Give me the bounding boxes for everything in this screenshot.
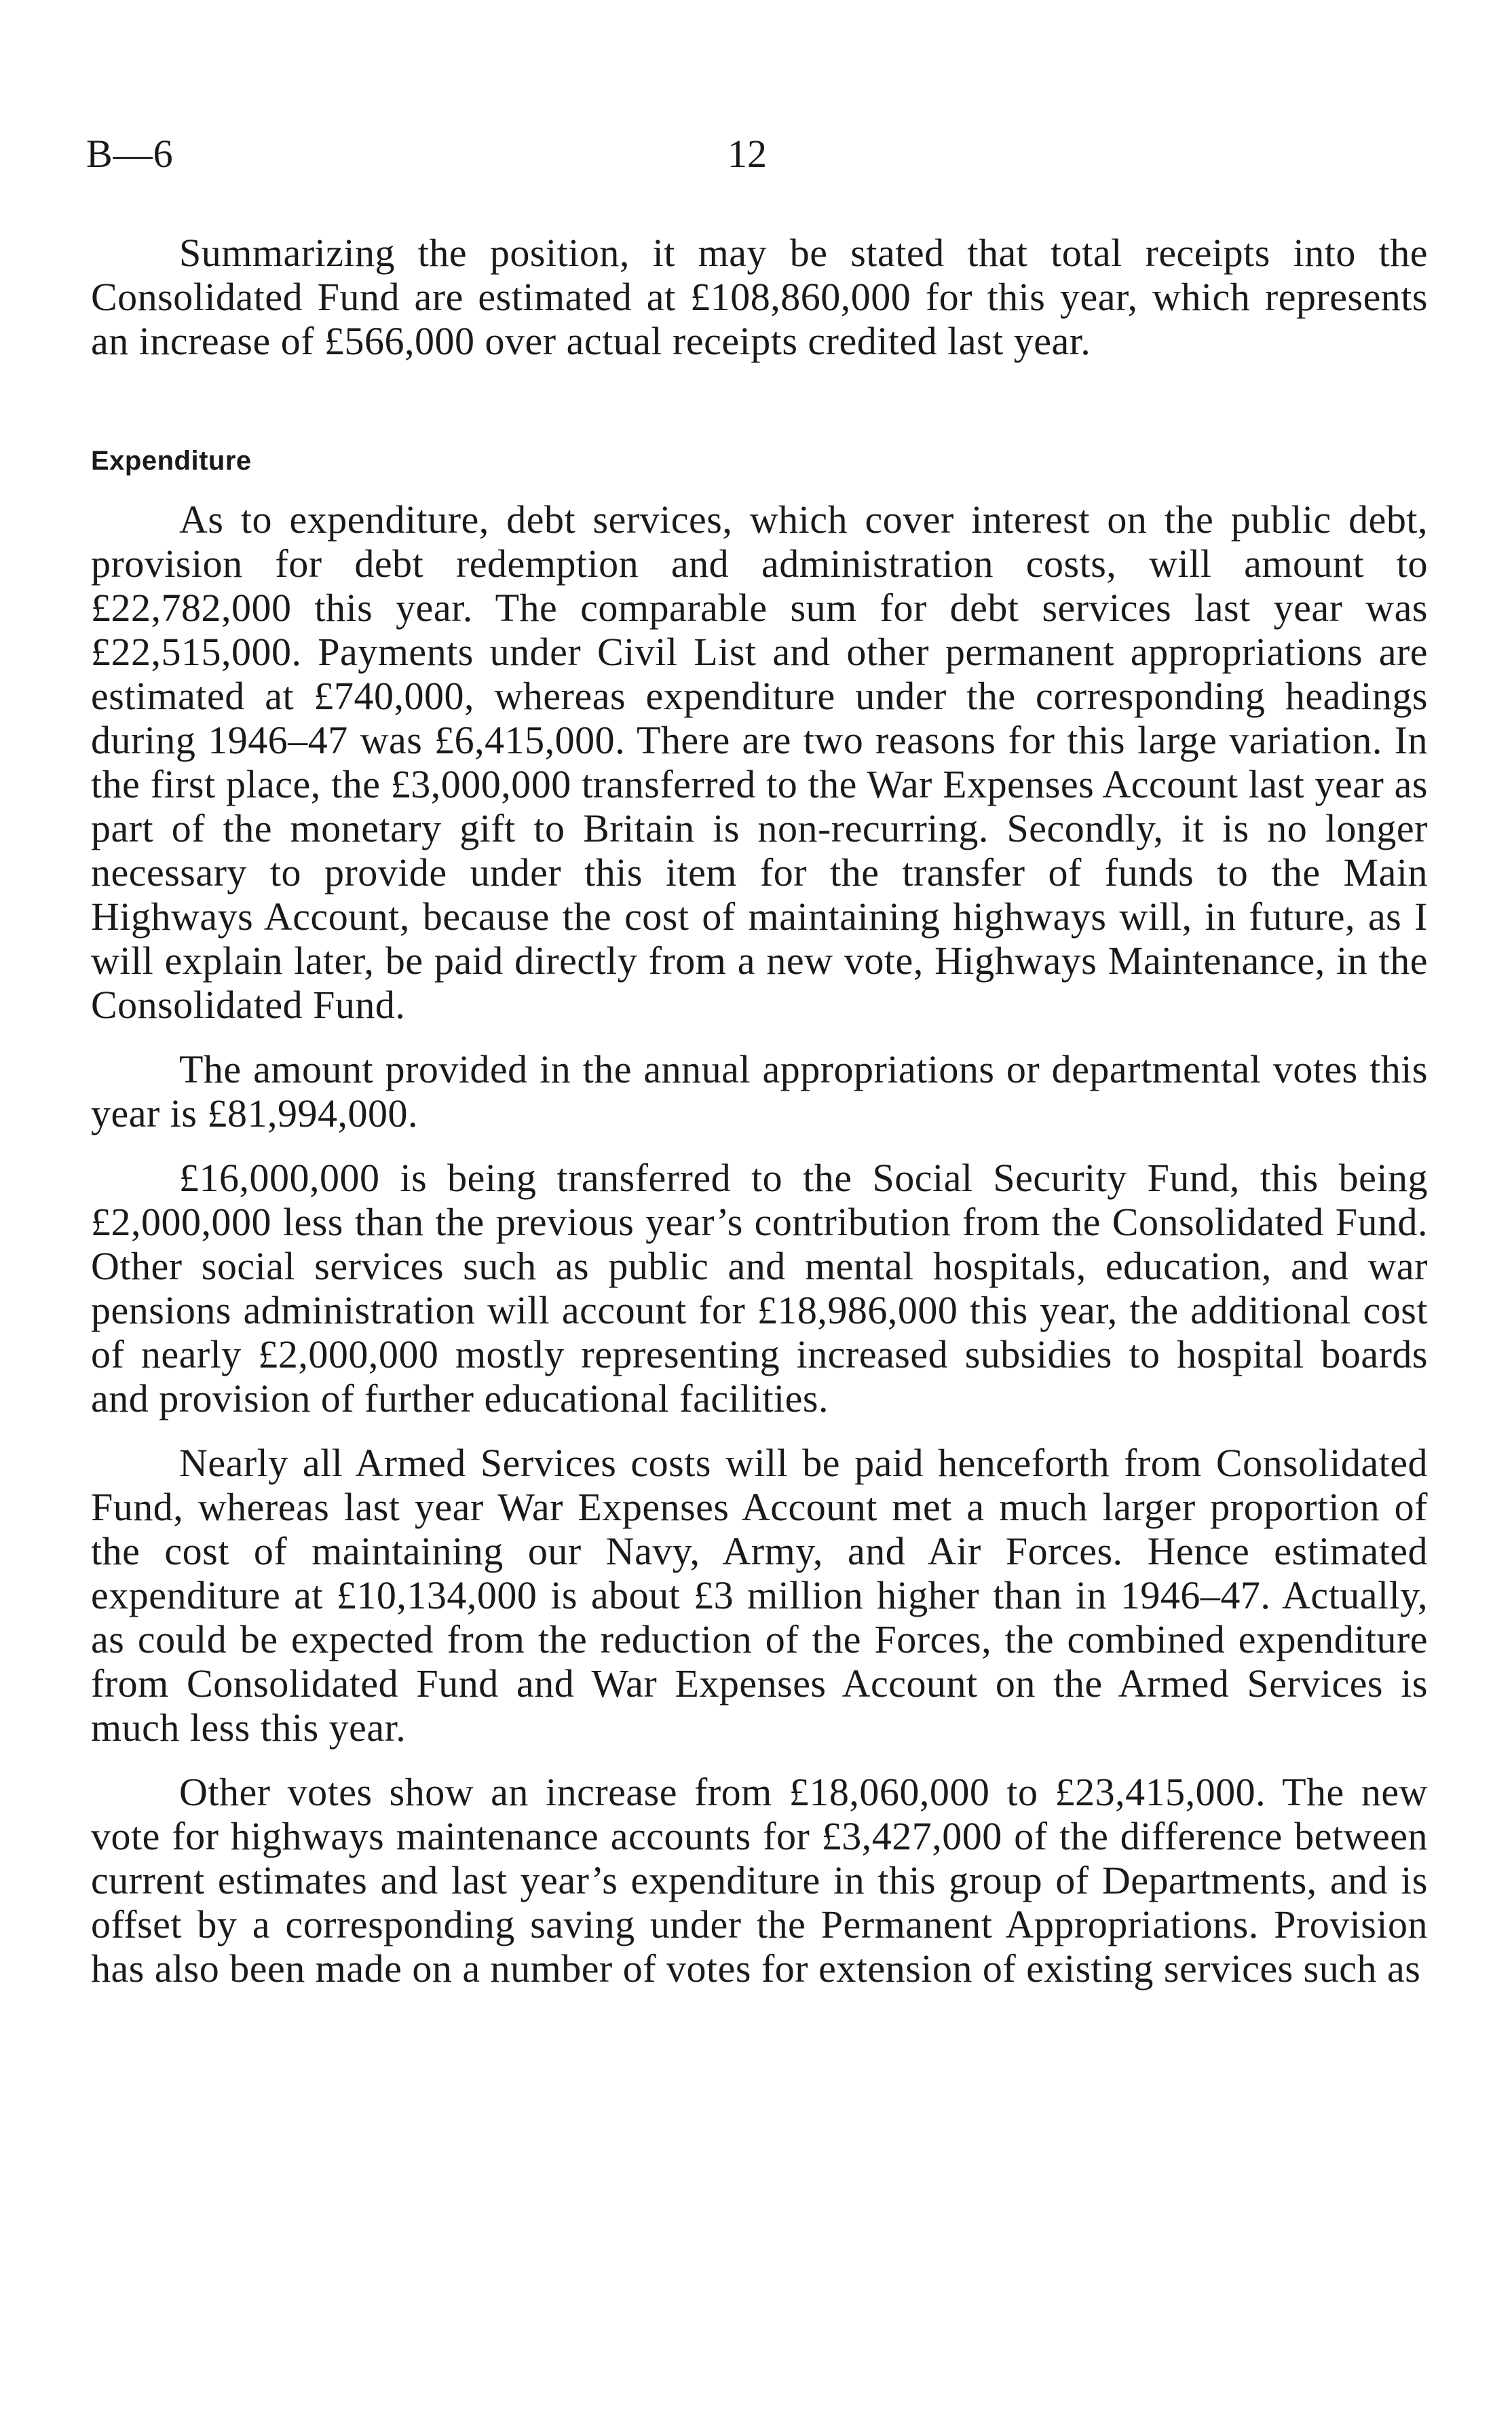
page-body <box>91 231 1428 1991</box>
paragraph-receipts-summary: Summarizing the position, it may be stated that total receipts into the Consolidated Fund are estimated at £108,860,000 for this year, which represents an increase of £566,000 over actual receipts credited last year. <box>91 231 1428 363</box>
paragraph-debt-services: As to expenditure, debt services, which cover interest on the public debt, provision for debt redemption and administration costs, will amount to £22,782,000 this year. The comparable sum for debt services last year was £22,515,000. Payments under Civil List and other permanent appropriations are estimated at £740,000, whereas expenditure under the corresponding headings during 1946–47 was £6,415,000. There are two reasons for this large variation. In the first place, the £3,000,000 transferred to the War Expenses Account last year as part of the monetary gift to Britain is non-recurring. Secondly, it is no longer necessary to provide under this item for the transfer of funds to the Main Highways Account, because the cost of maintaining highways will, in future, as I will explain later, be paid directly from a new vote, Highways Maintenance, in the Consolidated Fund. <box>91 497 1428 1027</box>
paragraph-social-security: £16,000,000 is being transferred to the Social Security Fund, this being £2,000,000 less than the previous year’s contribution from the Consolidated Fund. Other social services such as public and mental hospitals, education, and war pensions administration will account for £18,986,000 this year, the additional cost of nearly £2,000,000 mostly representing increased subsidies to hospital boards and provision of further educational facilities. <box>91 1156 1428 1420</box>
document-reference: B—6 <box>86 132 174 176</box>
page-number: 12 <box>727 132 767 176</box>
paragraph-other-votes: Other votes show an increase from £18,060,000 to £23,415,000. The new vote for highways maintenance accounts for £3,427,000 of the difference between current estimates and last year’s expenditure in this group of Departments, and is offset by a corresponding saving under the Permanent Appropriations. Provision has also been made on a number of votes for extension of existing services such as <box>91 1770 1428 1991</box>
paragraph-annual-appropriations: The amount provided in the annual appropriations or departmental votes this year is £81,994,000. <box>91 1047 1428 1135</box>
section-heading-expenditure: Expenditure <box>91 446 252 476</box>
paragraph-armed-services: Nearly all Armed Services costs will be paid henceforth from Consolidated Fund, whereas last year War Expenses Account met a much larger proportion of the cost of maintaining our Navy, Army, and Air Forces. Hence estimated expenditure at £10,134,000 is about £3 million higher than in 1946–47. Actually, as could be expected from the reduction of the Forces, the combined expenditure from Consolidated Fund and War Expenses Account on the Armed Services is much less this year. <box>91 1441 1428 1750</box>
